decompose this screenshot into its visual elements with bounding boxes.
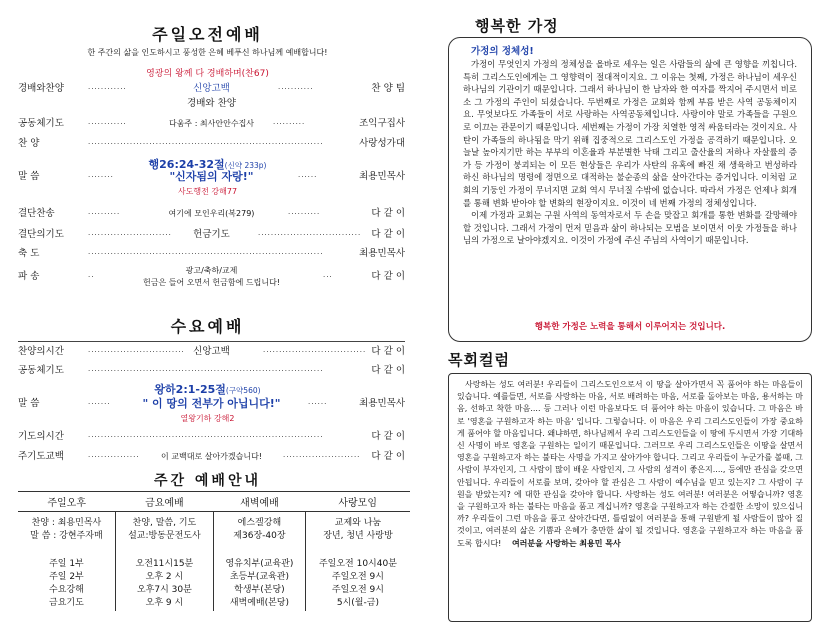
articles-column xyxy=(425,0,816,637)
happy-family-closing: 행복한 가정은 노력을 통해서 이루어지는 것입니다. xyxy=(534,322,726,332)
pastor-column-box xyxy=(448,373,812,622)
wednesday-scripture: 왕하2:1-25절(구약560) xyxy=(154,383,261,396)
sermon-row: 말 씀 ········ "신자됨의 자랑!" ······ 최용민목사 xyxy=(18,170,405,183)
pastor-signature: 여러분을 사랑하는 최용민 목사 xyxy=(511,538,621,548)
weekly-cell: 영유치부(교육관) 초등부(교육관) 학생부(본당) 새벽예배(본당) xyxy=(213,552,305,611)
order-row: 기도의시간 ········································································· 다 같 이 xyxy=(18,431,405,442)
weekly-header: 사랑모임 xyxy=(305,492,410,512)
sunday-scripture: 행26:24-32절(신약 233p) xyxy=(148,158,267,171)
happy-family-heading: 가정의 정체성! xyxy=(471,46,534,57)
order-row: 경배와찬양 ············ 신앙고백 ··········· 찬 양 팀 xyxy=(18,83,405,94)
order-row: 결단찬송 ·········· 여기에 모인우리(복279) ·········· 다 같 이 xyxy=(18,208,405,219)
order-row: 경배와 찬양 xyxy=(187,98,236,109)
order-row: 주기도교백 ················ 이 교백대로 살아가겠습니다! ························ 다 같 이 xyxy=(18,451,405,462)
order-row: 공동체기도 ········································································· 다 같 이 xyxy=(18,365,405,376)
sunday-subtitle: 한 주간의 삶을 인도하시고 풍성한 은혜 베푸신 하나님께 예배합니다! xyxy=(87,48,328,57)
weekly-cell: 찬양 : 최용민목사 말 씀 : 강현주자매 xyxy=(30,518,103,541)
call-to-worship: 영광의 왕께 다 경배하며(찬67) xyxy=(146,69,269,79)
weekly-cell: 에스겔강해 제36장-40장 xyxy=(213,512,305,552)
order-row: 찬양의시간 ······························ 신앙고백 ································ 다 같 이 xyxy=(18,346,405,357)
divider xyxy=(18,341,405,342)
weekly-cell: 오전11시15분 오후 2 시 오후7시 30분 오후 9 시 xyxy=(115,552,213,611)
weekly-schedule-table xyxy=(18,491,410,611)
weekly-cell: 찬양, 말씀, 기도 설교:방동문전도사 xyxy=(115,512,213,552)
sunday-sermon-sub: 사도행전 강해77 xyxy=(177,187,238,196)
wednesday-sermon-sub: 열왕기하 강해2 xyxy=(180,414,235,423)
pastor-column-body: 사랑하는 성도 여러분! 우리들이 그리스도인으로서 이 땅을 살아가면서 꼭 품어야 하는 마음들이 있습니다. 예를들면, 서로를 사랑하는 마음, 서로 배려하는 마음, 서로를 돌아보는 마음, 용서하는 마음, 선하고 착한 마음.... 등 그러나 이런 마음보다도 더 품어야 하는 마음이 있습니다. 그 마음은 바로 '영혼을 구원하고자 하는 마음' 입니다. 그렇습니다. 이 마음은 우리 그리스도인들이 가장 중요하게 품어야 할 마음입니다. 왜냐하면, 하나님께서 우리 그리스도인들을 이 땅에 두시면서 가장 기대하신 사명이 바로 영혼을 구원하는 일이기 때문입니다. 그러므로 우리 그리스도인들은 이땅을 살면서 영혼을 구원하고자 하는 불타는 사명을 가지고 살아가야 합니다. 그리고 우리들이 누군가를 볼때, 그 사람이 부자인지, 그 사람이 많이 배운 사람인지, 그 사람의 성격이 좋은지...., 등에만 관심을 갖으면 안됩니다. 우리들이 서로를 보며, 갖아야 할 관심은 그 사람이 예수님을 믿고 있는지? 그 사람이 구원을 받았는지? 에 대한 관심을 갖아야 합니다. 사랑하는 성도 여러분! 여러분은 어떻습니까? 영혼을 구원하고자 하는 불타는 마음을 품고 계십니까? 영혼을 구원하고자 하는 간절한 소망이 있으십니까? 우리들이 그런 마음을 품고 살아간다면, 틀림없이 여러분을 통해 구원받게 될 사람들이 많아 질것이고, 여러분의 삶은 기쁨과 은혜가 충만한 삶이 될 것입니다. 영혼을 구원하고자 하는 마음을 품도록 합시다! 여러분을 사랑하는 최용민 목사 xyxy=(457,380,803,548)
weekly-title: 주간 예배안내 xyxy=(153,473,262,489)
weekly-header: 금요예배 xyxy=(115,492,213,512)
weekly-header: 주일오후 xyxy=(18,492,115,512)
sermon-row: 말 씀 ······· " 이 땅의 전부가 아닙니다!" ······ 최용민목사 xyxy=(18,397,405,410)
wednesday-sermon-title: " 이 땅의 전부가 아닙니다!" xyxy=(142,397,281,410)
pastor-column-title: 목회컬럼 xyxy=(448,351,510,369)
wednesday-title: 수요예배 xyxy=(170,317,245,336)
happy-family-box xyxy=(448,37,812,342)
order-row: 공동체기도 ············ 다움주 : 최사안안수집사 ·········· 조익구집사 xyxy=(18,118,405,129)
weekly-cell: 교제와 나눔 장년, 청년 사랑방 xyxy=(305,512,410,552)
order-row: 결단의기도 ·························· 헌금기도 ································ 다 같 이 xyxy=(18,229,405,240)
weekly-header: 새벽예배 xyxy=(213,492,305,512)
order-row: 축 도 ········································································· 최용민목사 xyxy=(18,248,405,259)
order-row: 파 송 ·· 광고/축하/교제 헌금은 들어 오면서 헌금함에 드립니다! ··· 다 같 이 xyxy=(18,266,405,287)
weekly-cell: 주일 1부 주일 2부 수요강해 금요기도 xyxy=(49,558,84,608)
weekly-cell: 주일오전 10시40분 주일오전 9시 주일오전 9시 5시(월-금) xyxy=(305,552,410,611)
happy-family-title: 행복한 가정 xyxy=(475,17,559,35)
order-row: 찬 양 ········································································· 사랑성가대 xyxy=(18,138,405,149)
sunday-title: 주일오전예배 xyxy=(152,25,263,44)
happy-family-body: 가정이 무엇인지 가정의 정체성을 올바로 세우는 일은 사람들의 삶에 큰 영향을 끼칩니다. 특히 그리스도인에게는 그 영향력이 절대적이지요. 그 이유는 첫째, 가정은 하나님이 세우신 하나님의 기관이기 때문입니다. 그래서 하나님이 한 남자와 한 여자를 짝지어 주시면서 비로소 그 가정의 주인이 되셨습니다. 두번째로 가정은 교회와 함께 부름 받은 사역 공동체이지요. 무엇보다도 가족들이 서로 사랑하는 사역공동체입니다. 사랑이야 말로 가족들을 구원으로 이끄는 관문이기 때문입니다. 세번째는 가정이 가장 치열한 영적 싸움터라는 것이지요. 사탄이 가족들의 하나됨을 막기 위해 집중적으로 그리스도인 가정을 공격하기 때문입니다. 오늘날 높아지기만 하는 부부의 이혼율과 부분별한 낙태 그리고 출산율의 저하나 자살률의 증가 등 가정이 붕괴되는 이 모든 현상들은 우리가 사탄의 유혹에 빠진 채 생육하고 번성하라 하신 하나님의 명령에 정면으로 대적하는 불순종의 삶을 살아간다는 증거입니다. 이처럼 교회의 기둥인 가정이 무너지면 교회 역시 무너질 수밖에 없습니다. 따라서 가정은 언제나 회개를 통해 변화 받아야 할 변화의 현장이지요. 이것이 네 번째 가정의 정체성입니다. 이제 가정과 교회는 구원 사역의 동역자로서 두 손을 맞잡고 회개를 통한 변화를 갈망해야 할 것입니다. 그래서 가정이 먼저 믿음과 삶이 하나되는 모범을 보이면서 이웃 가정들을 하나님의 가정으로 날아야겠지요. 이것이 가정에 주신 주님의 사역이기 때문입니다. xyxy=(463,59,797,246)
sunday-sermon-title: "신자됨의 자랑!" xyxy=(169,170,254,183)
